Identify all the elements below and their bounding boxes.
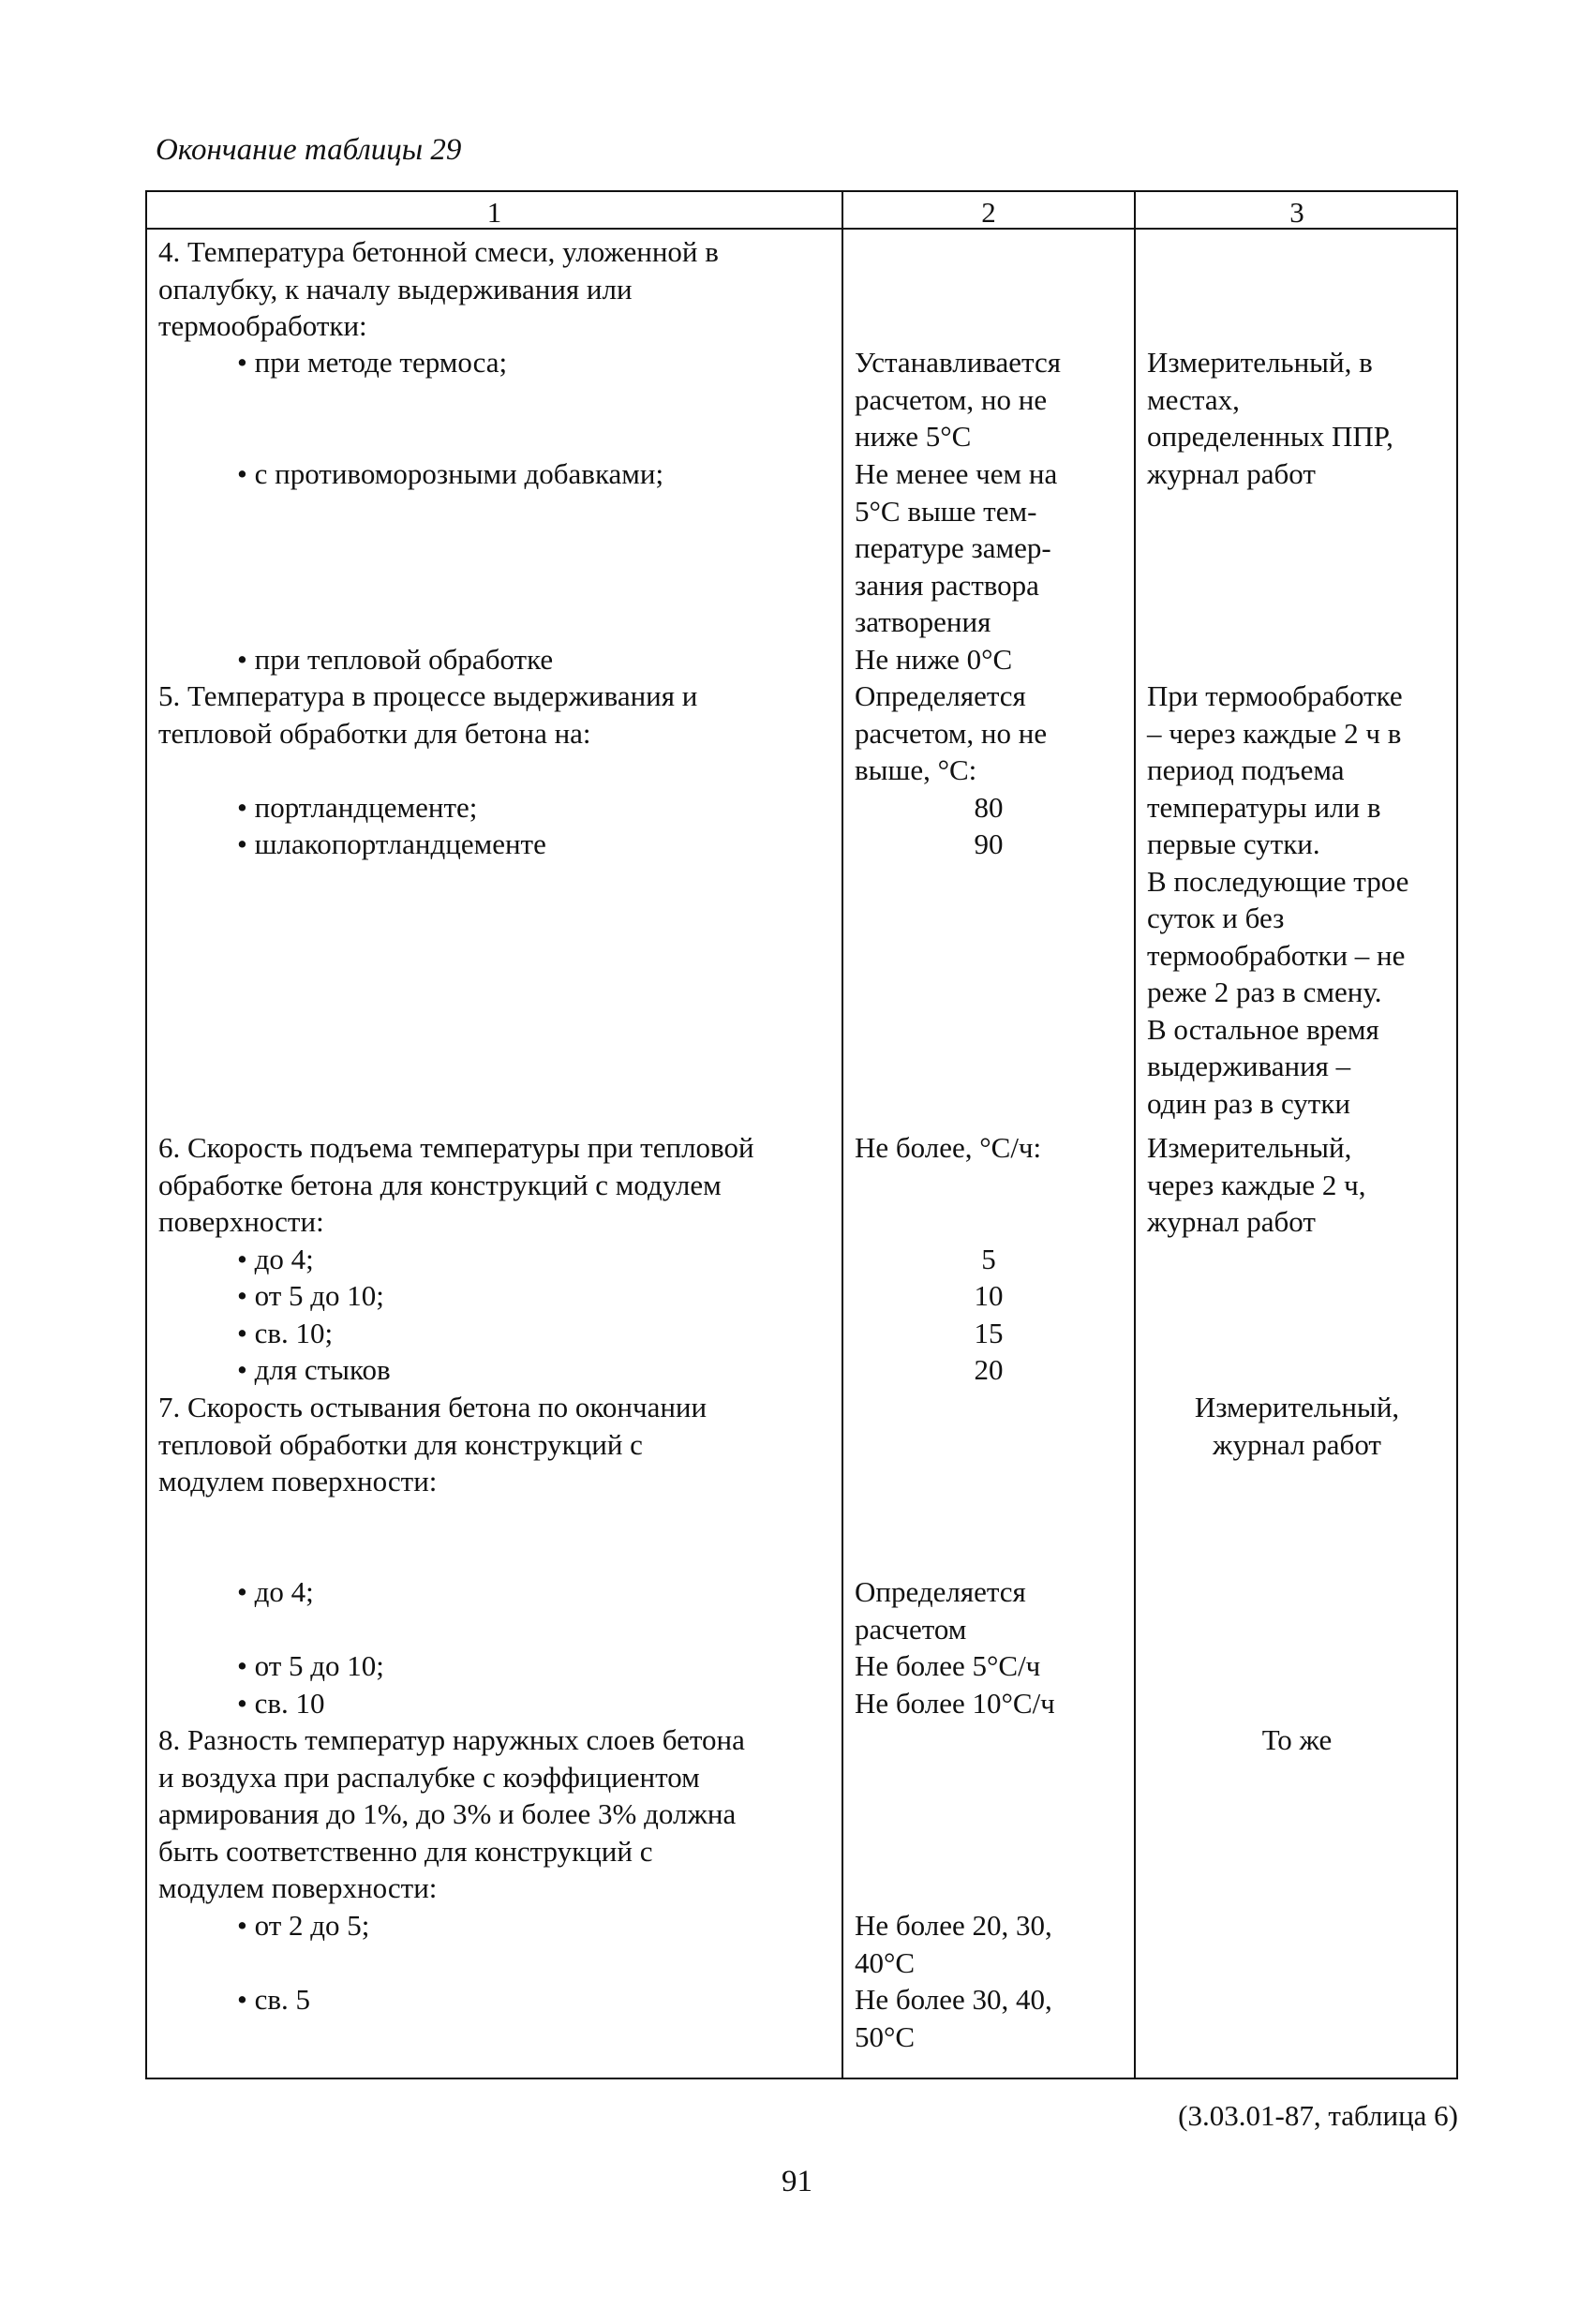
column-divider-1 [842, 192, 843, 2078]
row7-item-3: • св. 10 [237, 1687, 325, 1720]
header-col-2: 2 [981, 196, 996, 229]
row4-title: 4. Температура бетонной смеси, уложенной в опалубку, к началу выдерживания или термообработки: [158, 235, 719, 342]
row6-item-2: • от 5 до 10; [237, 1279, 384, 1312]
row6-value: Не более, °С/ч: [855, 1131, 1042, 1164]
row5-item-slag: • шлакопортландцементе [237, 827, 546, 860]
row4-item-thermos: • при методе термоса; [237, 346, 508, 379]
page-number: 91 [782, 2165, 812, 2198]
row8-value-2: Не более 30, 40, 50°С [855, 1983, 1052, 2053]
header-col-3: 3 [1289, 196, 1304, 229]
row5-value-portland: 80 [974, 791, 1004, 824]
row7-value-3: Не более 10°С/ч [855, 1687, 1055, 1720]
row8-item-2: • св. 5 [237, 1983, 310, 2016]
row5-value: Определяется расчетом, но не выше, °С: [855, 679, 1048, 786]
row6-value-1: 5 [981, 1243, 996, 1275]
row6-item-4: • для стыков [237, 1353, 391, 1386]
row7-item-2: • от 5 до 10; [237, 1649, 384, 1682]
row8-item-1: • от 2 до 5; [237, 1909, 370, 1942]
row4-control: Измерительный, в местах, определенных ППР, журнал работ [1147, 346, 1393, 490]
table-29 [145, 190, 1458, 2079]
row4-value-antifreeze: Не менее чем на 5°С выше тем- пературе замер- зания раствора затворения [855, 457, 1058, 638]
row6-control: Измерительный, через каждые 2 ч, журнал работ [1147, 1131, 1366, 1238]
row6-value-2: 10 [974, 1279, 1004, 1312]
row8-title: 8. Разность температур наружных слоев бетона и воздуха при распалубке с коэффициентом армирования до 1%, до 3% и более 3% должна быть соответственно для конструкций с модулем поверхности: [158, 1723, 745, 1904]
row8-control: То же [1261, 1723, 1333, 1756]
row7-value-1: Определяется расчетом [855, 1575, 1026, 1646]
row7-item-1: • до 4; [237, 1575, 314, 1608]
column-divider-2 [1134, 192, 1136, 2078]
row5-value-slag: 90 [974, 827, 1004, 860]
row4-item-antifreeze: • с противоморозными добавками; [237, 457, 664, 490]
table-caption: Окончание таблицы 29 [156, 133, 462, 167]
row6-title: 6. Скорость подъема температуры при тепловой обработке бетона для конструкций с модулем поверхности: [158, 1131, 754, 1238]
row6-value-3: 15 [974, 1317, 1004, 1349]
row5-item-portland: • портландцементе; [237, 791, 478, 824]
row7-title: 7. Скорость остывания бетона по окончании тепловой обработки для конструкций с модулем поверхности: [158, 1391, 708, 1497]
row6-item-3: • св. 10; [237, 1317, 334, 1349]
row5-control: При термообработке – через каждые 2 ч в период подъема температуры или в первые сутки. В последующие трое суток и без термообработки – не реже 2 раз в смену. В остальное время выдерживания – один раз в сутки [1147, 679, 1409, 1120]
row5-title: 5. Температура в процессе выдерживания и тепловой обработки для бетона на: [158, 679, 698, 750]
row4-item-heat: • при тепловой обработке [237, 643, 554, 676]
source-reference: (3.03.01-87, таблица 6) [1178, 2099, 1458, 2132]
row4-value-heat: Не ниже 0°С [855, 643, 1013, 676]
row6-value-4: 20 [974, 1353, 1004, 1386]
row8-value-1: Не более 20, 30, 40°С [855, 1909, 1052, 1979]
row4-value-thermos: Устанавливается расчетом, но не ниже 5°С [855, 346, 1061, 453]
header-col-1: 1 [486, 196, 502, 229]
row7-control: Измерительный, журнал работ [1194, 1391, 1400, 1461]
row7-value-2: Не более 5°С/ч [855, 1649, 1041, 1682]
row6-item-1: • до 4; [237, 1243, 314, 1275]
